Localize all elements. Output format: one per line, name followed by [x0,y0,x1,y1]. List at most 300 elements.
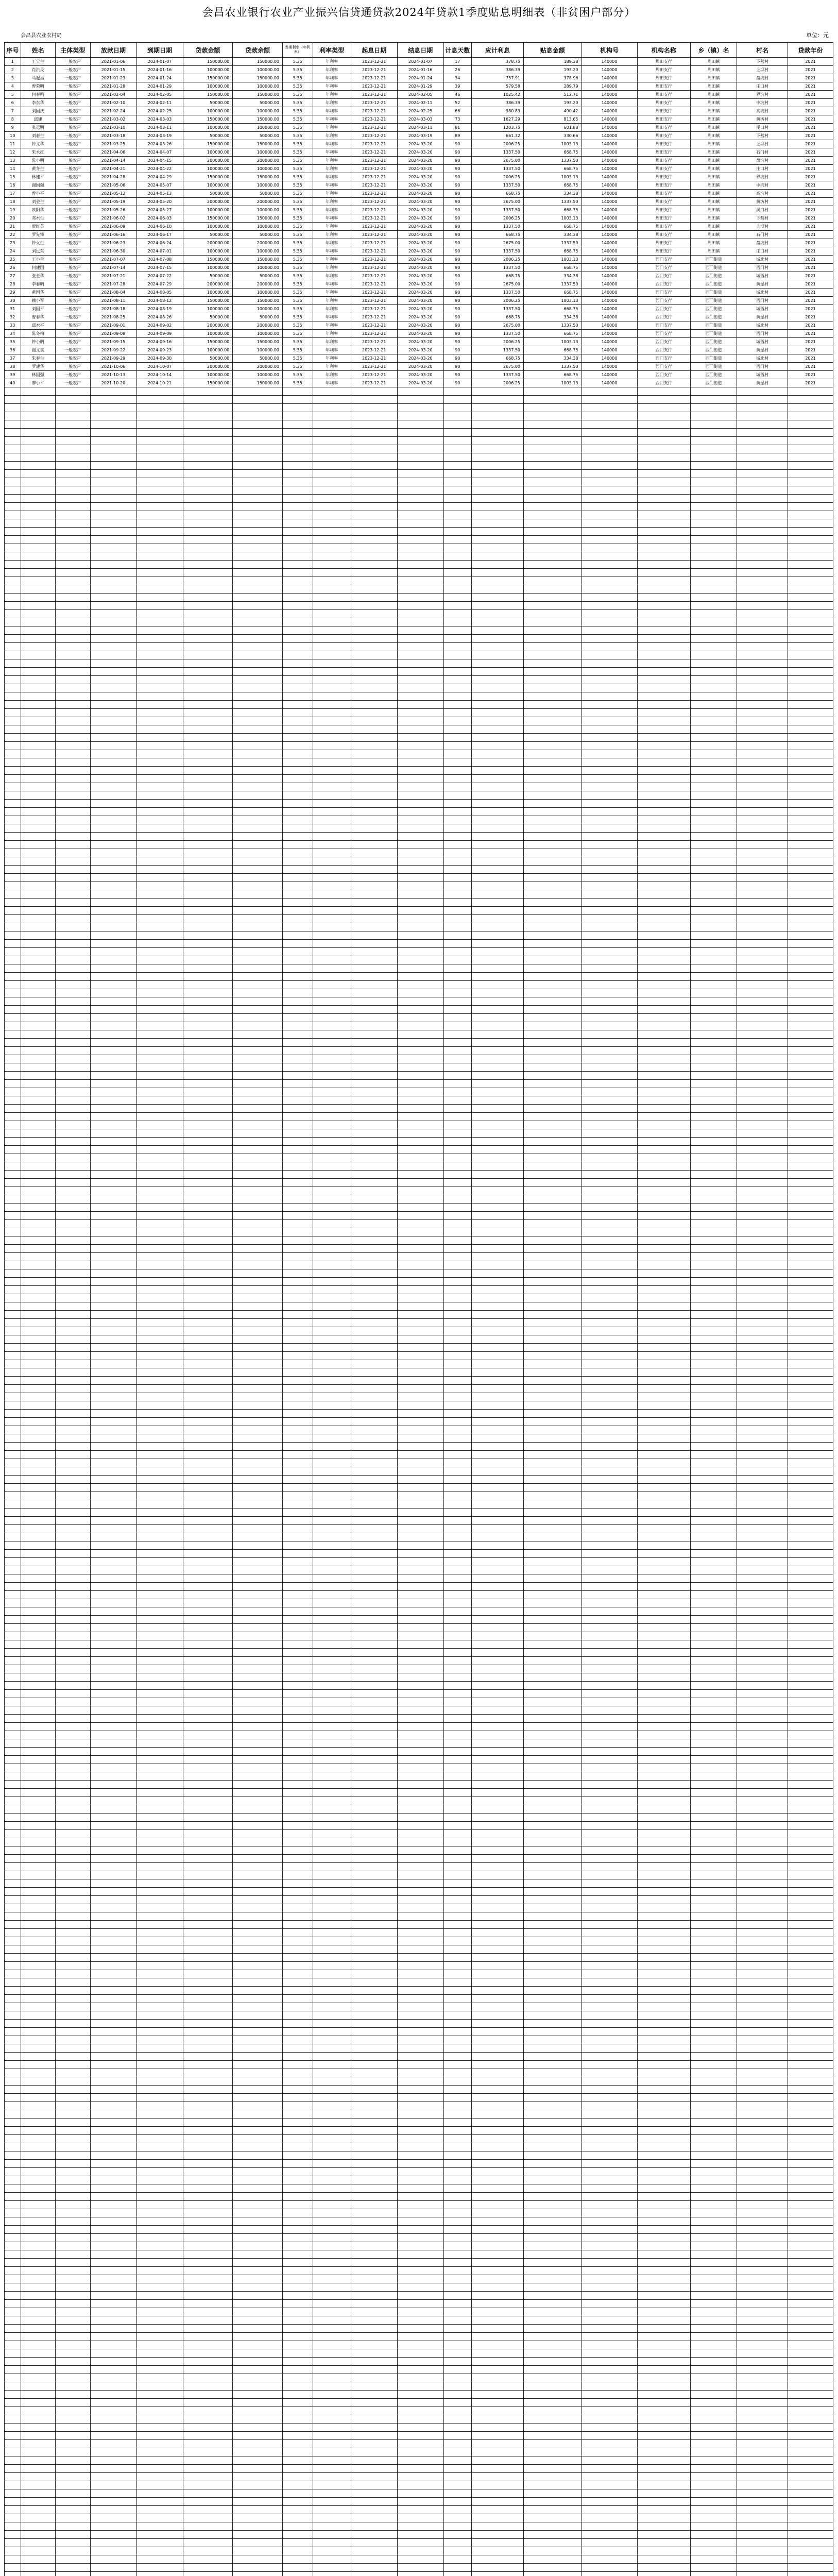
table-cell [524,2036,582,2044]
table-cell [582,1088,637,1096]
table-cell [136,1673,183,1682]
table-cell [183,791,233,800]
table-cell [691,1261,737,1269]
table-cell [183,1253,233,1261]
table-row [5,907,833,915]
table-cell [443,1607,471,1616]
table-cell [691,1583,737,1591]
table-cell: 50000.00 [233,190,283,198]
table-cell [283,1327,313,1335]
table-cell [788,1360,833,1368]
table-cell [21,1962,56,1970]
table-cell [56,536,91,544]
table-cell [351,824,397,833]
table-cell [21,404,56,412]
table-cell [233,775,283,783]
table-row [5,1319,833,1327]
table-cell [637,1113,691,1121]
table-cell: 1337.50 [471,148,523,157]
table-cell [5,1814,21,1822]
table-cell [691,1879,737,1888]
table-cell [313,1443,351,1451]
table-cell [136,775,183,783]
table-cell: 150000.00 [183,58,233,66]
table-cell [56,1739,91,1748]
table-cell [582,1772,637,1781]
table-cell [397,907,443,915]
table-cell [233,981,283,989]
table-cell [233,1105,283,1113]
table-cell [524,1072,582,1080]
table-cell [90,1987,136,1995]
table-cell [233,585,283,594]
table-cell [90,1541,136,1550]
table-cell [56,1690,91,1698]
table-cell [183,841,233,849]
table-row [5,231,833,239]
table-cell: 2023-12-21 [351,82,397,91]
table-cell [313,1599,351,1607]
table-cell: 2021-10-06 [90,363,136,371]
table-cell [471,1871,523,1879]
table-cell [313,1937,351,1945]
table-cell [471,1616,523,1624]
table-cell [283,1607,313,1616]
table-cell [233,552,283,561]
table-row [5,1616,833,1624]
table-cell: 100000.00 [233,223,283,231]
table-cell [788,1541,833,1550]
table-cell: 5.35 [283,330,313,338]
table-cell [136,2011,183,2020]
table-cell [443,1698,471,1706]
table-cell [471,833,523,841]
table-cell [737,849,788,857]
table-cell: 140000 [582,66,637,74]
table-cell [183,866,233,874]
table-cell: 90 [443,330,471,338]
table-cell [788,1904,833,1912]
table-cell: 2023-12-21 [351,289,397,297]
table-cell: 周田镇 [691,181,737,190]
table-cell [737,1039,788,1047]
table-cell [183,1492,233,1500]
table-cell [56,1756,91,1764]
table-cell [136,1245,183,1253]
table-cell: 2021 [788,190,833,198]
table-row [5,668,833,676]
table-cell [183,1764,233,1772]
table-cell [21,734,56,742]
table-cell: 周田支行 [637,91,691,99]
table-cell [90,1706,136,1715]
table-cell [313,610,351,618]
table-cell [351,734,397,742]
table-cell: 5.35 [283,107,313,115]
table-cell: 一般农户 [56,190,91,198]
table-row [5,1278,833,1286]
table-cell [233,956,283,964]
table-cell [136,1715,183,1723]
table-cell [737,1146,788,1154]
table-cell [788,1756,833,1764]
table-cell [524,1228,582,1236]
table-cell [582,626,637,635]
table-cell [691,1748,737,1756]
table-cell [524,1846,582,1855]
table-cell [136,577,183,585]
table-cell [637,396,691,404]
table-cell [443,800,471,808]
table-row [5,264,833,272]
table-cell [136,1171,183,1179]
table-cell [21,1410,56,1418]
table-cell [582,1574,637,1583]
table-cell [691,528,737,536]
table-cell [313,2094,351,2102]
table-cell [90,1286,136,1294]
table-cell [351,1047,397,1055]
table-cell [233,1072,283,1080]
table-cell [471,1978,523,1987]
table-row [5,701,833,709]
table-cell [21,1335,56,1344]
table-cell [788,1261,833,1269]
table-cell: 西门支行 [637,371,691,379]
table-cell [582,528,637,536]
table-cell: 334.38 [524,190,582,198]
table-row [5,82,833,91]
table-cell [56,1410,91,1418]
table-cell [21,1121,56,1129]
table-cell [524,1286,582,1294]
table-cell [524,1863,582,1871]
table-row [5,1929,833,1937]
table-cell [471,1129,523,1138]
table-cell [397,1756,443,1764]
table-row [5,289,833,297]
table-cell [524,1302,582,1311]
table-cell [90,1574,136,1583]
table-cell [233,824,283,833]
table-cell: 周田支行 [637,124,691,132]
table-cell [397,800,443,808]
table-cell [90,1459,136,1467]
table-cell: 一般农户 [56,214,91,223]
table-row [5,816,833,824]
table-cell [183,1649,233,1657]
table-cell [582,1393,637,1401]
table-cell [56,404,91,412]
table-cell [21,668,56,676]
table-cell [233,1179,283,1187]
table-row [5,1014,833,1022]
table-cell [283,1550,313,1558]
table-cell [691,1533,737,1541]
table-cell: 西门支行 [637,280,691,289]
table-cell: 1003.13 [524,256,582,264]
table-cell: 5.35 [283,148,313,157]
table-cell [283,2028,313,2036]
table-cell [582,1673,637,1682]
table-cell [283,1912,313,1921]
table-cell [136,2036,183,2044]
table-cell [5,1698,21,1706]
table-cell [524,2044,582,2053]
table-row [5,544,833,552]
table-cell [397,2036,443,2044]
table-cell [5,1566,21,1574]
table-cell [737,1327,788,1335]
table-cell [90,495,136,503]
table-cell [183,1937,233,1945]
table-cell [582,1451,637,1459]
table-cell [397,610,443,618]
table-cell: 欧阳华 [21,206,56,214]
table-cell: 2024-05-07 [136,181,183,190]
table-cell: 周田镇 [691,214,737,223]
table-cell: 肖洪灵 [21,66,56,74]
table-row [5,1286,833,1294]
table-cell [183,1344,233,1352]
table-cell [637,1179,691,1187]
table-cell [136,2028,183,2036]
table-cell [397,890,443,899]
table-cell [283,1121,313,1129]
table-cell [136,1657,183,1665]
table-cell [136,1105,183,1113]
table-cell [21,1459,56,1467]
table-cell [788,1748,833,1756]
table-cell [691,478,737,486]
table-cell: 26 [443,66,471,74]
table-cell [582,1113,637,1121]
table-cell [136,453,183,462]
table-cell [90,1006,136,1014]
table-cell [788,1418,833,1426]
table-row [5,1080,833,1088]
table-cell [788,1879,833,1888]
table-cell [56,1855,91,1863]
table-cell [582,1583,637,1591]
table-cell [524,1871,582,1879]
table-cell [397,561,443,569]
table-cell [737,1929,788,1937]
table-cell [90,857,136,866]
table-cell [5,1261,21,1269]
table-cell [313,1220,351,1228]
table-cell [471,1797,523,1805]
table-cell [524,1929,582,1937]
table-cell [788,486,833,495]
table-cell: 周田镇 [691,148,737,157]
table-cell [136,849,183,857]
table-row [5,2028,833,2036]
table-cell [788,412,833,420]
table-cell [90,800,136,808]
table-cell [691,412,737,420]
table-cell [788,1204,833,1212]
table-cell [524,1204,582,1212]
table-cell [56,1096,91,1105]
table-cell [56,651,91,659]
table-cell [351,717,397,725]
table-cell: 5 [5,91,21,99]
table-cell [313,577,351,585]
table-cell: 年利率 [313,363,351,371]
table-cell [471,1550,523,1558]
table-cell [691,1080,737,1088]
table-cell [233,1756,283,1764]
table-cell [21,610,56,618]
table-cell [691,1764,737,1772]
table-cell [136,1451,183,1459]
table-cell: 年利率 [313,99,351,107]
table-cell [691,964,737,973]
table-cell [183,816,233,824]
table-cell [183,1245,233,1253]
table-cell [788,2061,833,2069]
table-cell [524,964,582,973]
table-cell [788,734,833,742]
table-cell: 西门支行 [637,305,691,313]
table-cell [90,1096,136,1105]
table-cell [183,1302,233,1311]
table-cell [56,1377,91,1385]
table-cell [397,1476,443,1484]
table-cell: 黄屋村 [737,346,788,354]
table-cell: 386.39 [471,66,523,74]
table-cell [283,1632,313,1640]
table-cell [788,684,833,692]
table-cell [313,750,351,758]
table-cell [183,931,233,940]
table-cell [21,1888,56,1896]
table-cell: 年利率 [313,190,351,198]
table-cell [524,1484,582,1492]
table-cell [90,1393,136,1401]
table-cell [397,1500,443,1509]
table-cell [637,429,691,437]
table-cell [471,1640,523,1649]
table-cell [183,1550,233,1558]
table-cell [471,536,523,544]
table-cell [313,899,351,907]
table-cell [90,1591,136,1599]
table-cell: 90 [443,289,471,297]
table-cell [737,1830,788,1838]
table-cell: 刘国庆 [21,107,56,115]
table-cell [637,791,691,800]
table-cell [788,931,833,940]
table-cell [788,1269,833,1278]
table-cell [136,931,183,940]
table-cell [737,420,788,429]
table-cell [136,561,183,569]
table-cell [443,1723,471,1731]
table-cell: 19 [5,206,21,214]
table-cell: 周田镇 [691,247,737,256]
table-cell [788,1096,833,1105]
table-row [5,940,833,948]
table-cell [737,1269,788,1278]
table-cell [351,618,397,626]
table-cell [691,2020,737,2028]
table-cell [397,412,443,420]
table-cell [471,1962,523,1970]
table-cell [737,1294,788,1302]
table-cell [183,1006,233,1014]
table-cell [136,1945,183,1954]
table-cell [56,2102,91,2110]
table-cell: 年利率 [313,181,351,190]
table-cell [443,709,471,717]
table-cell [788,2044,833,2053]
table-cell [524,643,582,651]
table-cell [233,2044,283,2053]
table-cell: 盘坑村 [737,74,788,82]
table-cell [233,659,283,668]
table-cell [233,1327,283,1335]
table-cell [582,2011,637,2020]
table-cell [90,1129,136,1138]
table-cell: 2021-08-25 [90,313,136,321]
table-cell [691,857,737,866]
table-cell [313,1080,351,1088]
table-cell: 2021-01-15 [90,66,136,74]
table-cell [691,1014,737,1022]
table-cell [313,1360,351,1368]
table-cell: 2024-03-20 [397,223,443,231]
table-cell [56,1937,91,1945]
table-cell [136,1690,183,1698]
table-cell [471,2020,523,2028]
table-cell [233,742,283,750]
table-cell [56,585,91,594]
table-cell: 23 [5,239,21,247]
table-cell [443,1245,471,1253]
table-cell [136,956,183,964]
table-cell [351,2077,397,2086]
table-row [5,321,833,330]
table-cell [637,1723,691,1731]
table-cell: 一般农户 [56,165,91,173]
table-cell [283,1748,313,1756]
table-cell [5,907,21,915]
table-cell [737,1616,788,1624]
table-cell [56,1088,91,1096]
table-cell [737,1855,788,1863]
table-cell [397,577,443,585]
table-row [5,1063,833,1072]
table-cell [788,396,833,404]
table-row [5,305,833,313]
table-cell [90,643,136,651]
table-cell [637,1863,691,1871]
table-cell [21,824,56,833]
table-cell [233,1657,283,1665]
table-cell [582,2044,637,2053]
table-cell [737,1731,788,1739]
table-cell [313,495,351,503]
table-cell [5,1904,21,1912]
table-cell [136,1063,183,1072]
table-cell [737,964,788,973]
table-cell [737,1401,788,1410]
table-row [5,124,833,132]
table-cell [691,1781,737,1789]
table-cell: 年利率 [313,247,351,256]
